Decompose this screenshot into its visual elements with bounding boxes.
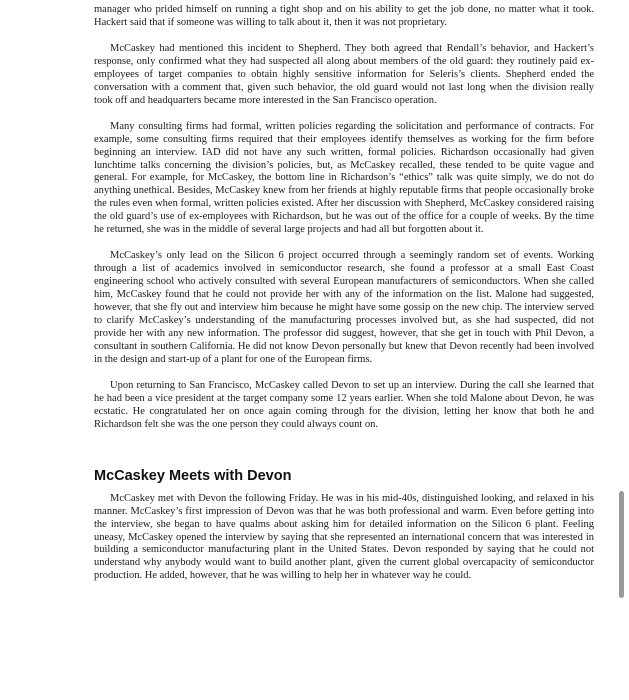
- section-heading: McCaskey Meets with Devon: [94, 467, 292, 484]
- paragraph-shepherd-incident: McCaskey had mentioned this incident to Shepherd. They both agreed that Rendall’s behavior, and Hackert’s response, only confirmed what they had suspected all along about members of the old guard: they routinely paid ex-employees of target companies to obtain highly sensitive information for Seleris’s clients. Shepherd ended the conversation with a comment that, given such behavior, the old guard would not last long when the division really took off and headquarters became more interested in the San Francisco operation.: [94, 42, 594, 106]
- paragraph-calls-devon: Upon returning to San Francisco, McCaskey called Devon to set up an interview. During the call she learned that he had been a vice president at the target company some 12 years earlier. When she told Malone about Devon, he was ecstatic. He congratulated her on once again coming through for the division, letting her know that both he and Richardson felt she was the one person they could always count on.: [94, 379, 594, 430]
- vertical-scrollbar[interactable]: [619, 491, 624, 598]
- paragraph-continuation: manager who prided himself on running a tight shop and on his ability to get the job done, no matter what it took. Hackert said that if someone was willing to talk about it, then it was not proprietary.: [94, 4, 594, 28]
- document-page: [94, 4, 594, 583]
- paragraph-silicon6-lead: McCaskey’s only lead on the Silicon 6 project occurred through a seemingly random set of events. Working through a list of academics involved in semiconductor research, she found a professor at a small East Coast engineering school who actively consulted with several European manufacturers of semiconductors. When she called him, McCaskey found that he could not provide her with any of the information on the list. Malone had suggested, however, that she fly out and interview him because he might have some gossip on the new chip. The interview served to clarify McCaskey’s understanding of the manufacturing processes involved but, as she had suspected, did not provide her with any new information. The professor did suggest, however, that she get in touch with Phil Devon, a consultant in southern California. He did not know Devon personally but knew that Devon recently had been involved in the design and start-up of a plant for one of the European firms.: [94, 250, 594, 365]
- paragraph-consulting-policies: Many consulting firms had formal, written policies regarding the solicitation and performance of contracts. For example, some consulting firms required that their employees identify themselves as working for the firm before beginning an interview. IAD did not have any such written, formal policies. Richardson occasionally had given lunchtime talks concerning the division’s policies, but, as McCaskey recalled, these tended to be quite vague and general. For example, for McCaskey, the bottom line in Richardson’s “ethics” talk was quite simply, we do not do anything unethical. Besides, McCaskey knew from her friends at highly reputable firms that people occasionally broke the rules even when formal, written policies existed. After her discussion with Shepherd, McCaskey considered raising the old guard’s use of ex-employees with Richardson, but he was out of the office for a couple of weeks. By the time he returned, she was in the middle of several large projects and had all but forgotten about it.: [94, 120, 594, 236]
- paragraph-meets-devon: McCaskey met with Devon the following Friday. He was in his mid-40s, distinguished looking, and relaxed in his manner. McCaskey’s first impression of Devon was that he was both professional and warm. Even before getting into the interview, she began to have qualms about asking him for detailed information on the Silicon 6 plant. Feeling uneasy, McCaskey opened the interview by saying that she represented an international concern that was interested in building a semiconductor manufacturing plant in the United States. Devon responded by saying that he could not understand why anybody would want to build another plant, given the current global overcapacity of semiconductor production. He added, however, that he was willing to help her in whatever way he could.: [94, 492, 594, 582]
